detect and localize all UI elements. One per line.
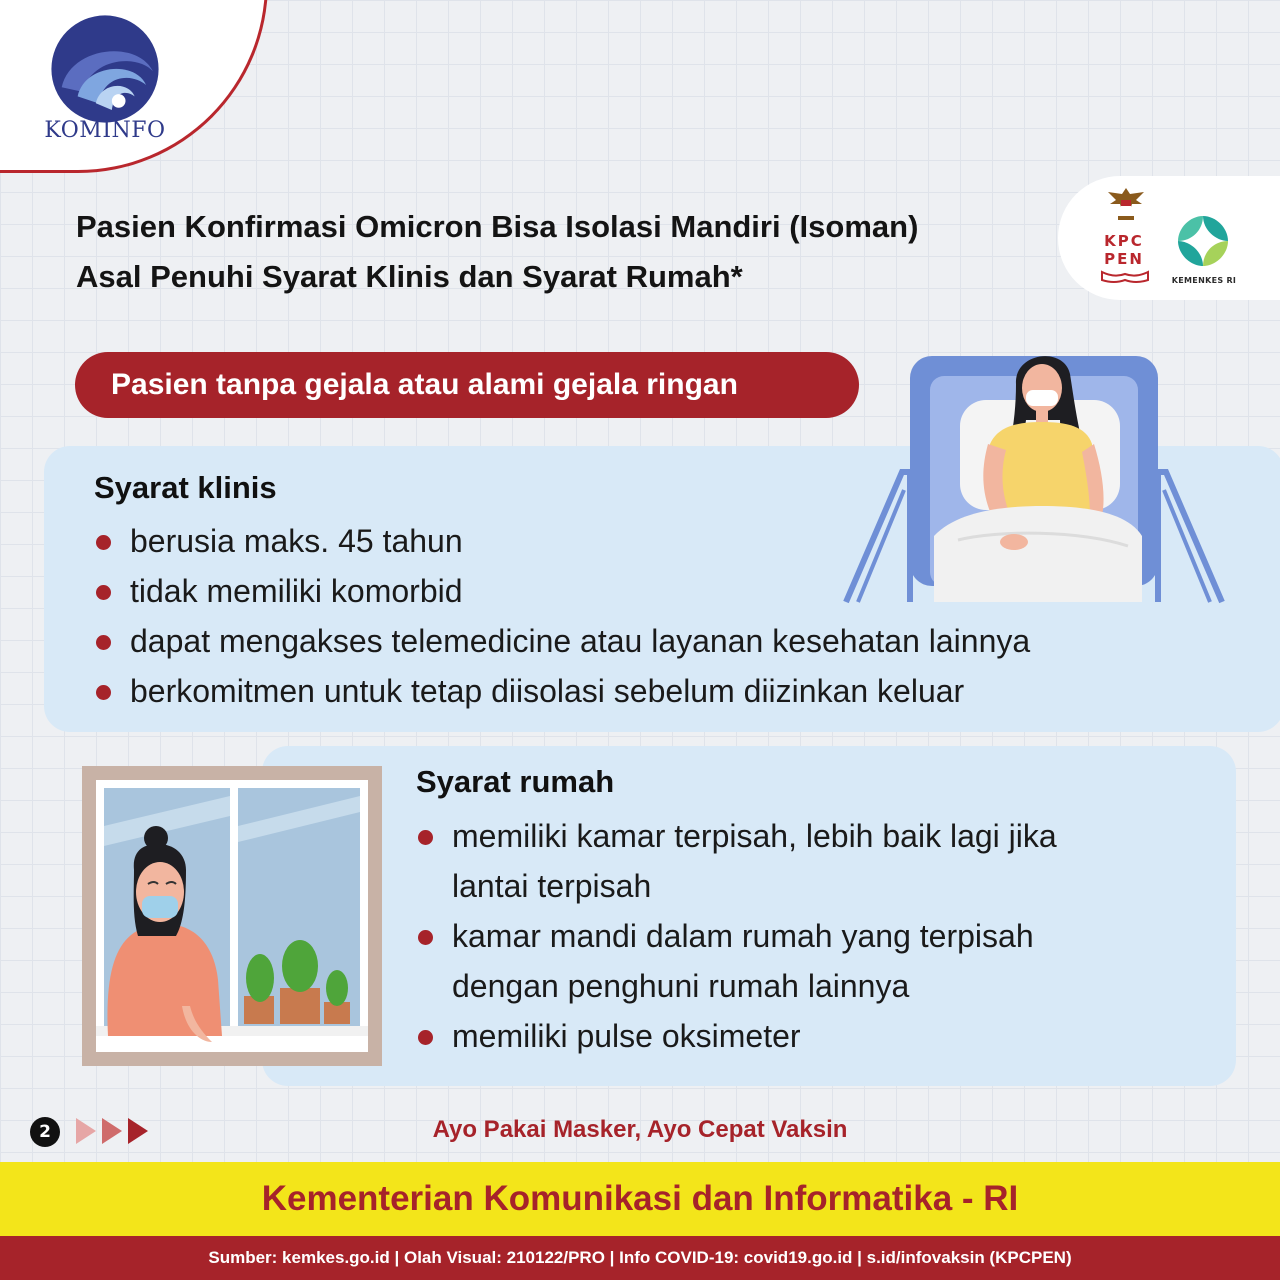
woman-at-window-illustration xyxy=(82,766,382,1076)
list-item: tidak memiliki komorbid xyxy=(94,566,1194,616)
kominfo-emblem-icon xyxy=(48,12,162,126)
kpcpen-label-bottom: PEN xyxy=(1104,250,1144,268)
category-pill: Pasien tanpa gejala atau alami gejala ringan xyxy=(75,352,859,418)
kemenkes-label: KEMENKES RI xyxy=(1171,276,1237,285)
list-item: dapat mengakses telemedicine atau layanan kesehatan lainnya xyxy=(94,616,1194,666)
footer-organization: Kementerian Komunikasi dan Informatika - RI xyxy=(0,1162,1280,1236)
kpcpen-label-top: KPC xyxy=(1104,232,1144,250)
kpcpen-book-icon xyxy=(1100,270,1150,284)
kominfo-label: KOMINFO xyxy=(44,118,166,143)
page-number-badge: 2 xyxy=(30,1117,60,1147)
page-title xyxy=(76,202,1036,302)
kemenkes-icon xyxy=(1172,210,1234,272)
kpcpen-logo xyxy=(1098,232,1150,268)
list-item: memiliki pulse oksimeter xyxy=(416,1011,1136,1061)
list-item: berkomitmen untuk tetap diisolasi sebelum diizinkan keluar xyxy=(94,666,1194,716)
patient-in-bed-illustration xyxy=(838,340,1230,606)
garuda-icon xyxy=(1104,186,1148,226)
page-title-line-1: Pasien Konfirmasi Omicron Bisa Isolasi Mandiri (Isoman) xyxy=(76,209,919,244)
page-title-line-2: Asal Penuhi Syarat Klinis dan Syarat Rumah* xyxy=(76,259,743,294)
list-item: berusia maks. 45 tahun xyxy=(94,516,1194,566)
home-requirements-heading: Syarat rumah xyxy=(416,764,615,799)
clinical-requirements-heading: Syarat klinis xyxy=(94,470,277,505)
home-requirements-list xyxy=(416,811,1136,1061)
list-item: memiliki kamar terpisah, lebih baik lagi jika lantai terpisah xyxy=(416,811,1136,911)
list-item: kamar mandi dalam rumah yang terpisah dengan penghuni rumah lainnya xyxy=(416,911,1136,1011)
footer-source: Sumber: kemkes.go.id | Olah Visual: 210122/PRO | Info COVID-19: covid19.go.id | s.id/infovaksin (KPCPEN) xyxy=(0,1236,1280,1280)
slogan-text: Ayo Pakai Masker, Ayo Cepat Vaksin xyxy=(432,1116,848,1143)
